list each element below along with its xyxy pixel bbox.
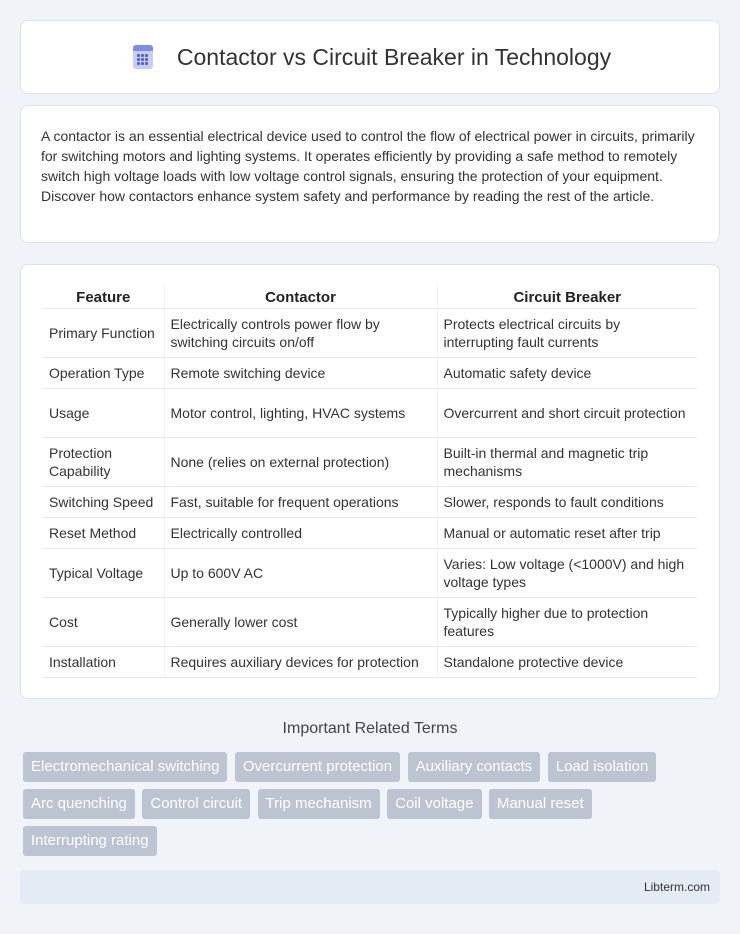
cell-circuit-breaker: Manual or automatic reset after trip (437, 518, 697, 549)
header-circuit-breaker: Circuit Breaker (437, 285, 697, 309)
cell-contactor: Generally lower cost (164, 598, 437, 647)
cell-feature: Usage (43, 389, 164, 438)
cell-circuit-breaker: Varies: Low voltage (<1000V) and high voltage types (437, 549, 697, 598)
page-title (129, 43, 611, 71)
tag-load-isolation[interactable]: Load isolation (548, 752, 657, 782)
footer-brand-link[interactable]: Libterm.com (643, 880, 710, 894)
header-contactor: Contactor (164, 285, 437, 309)
tag-coil-voltage[interactable]: Coil voltage (387, 789, 481, 819)
cell-circuit-breaker: Built-in thermal and magnetic trip mechanisms (437, 438, 697, 487)
cell-feature: Reset Method (43, 518, 164, 549)
cell-circuit-breaker: Standalone protective device (437, 647, 697, 678)
page-title-text: Contactor vs Circuit Breaker in Technology (176, 43, 612, 70)
table-row (43, 487, 697, 518)
table-row (43, 549, 697, 598)
cell-circuit-breaker: Automatic safety device (437, 358, 697, 389)
table-row (43, 389, 697, 438)
footer (20, 870, 720, 904)
cell-contactor: Electrically controlled (164, 518, 437, 549)
cell-contactor: Electrically controls power flow by switching circuits on/off (164, 309, 437, 358)
tag-auxiliary-contacts[interactable]: Auxiliary contacts (408, 752, 541, 782)
cell-feature: Protection Capability (43, 438, 164, 487)
tag-control-circuit[interactable]: Control circuit (142, 789, 250, 819)
cell-feature: Installation (43, 647, 164, 678)
tag-arc-quenching[interactable]: Arc quenching (23, 789, 135, 819)
related-terms-title: Important Related Terms (282, 720, 458, 737)
intro-paragraph: A contactor is an essential electrical device used to control the flow of electrical power in circuits, primarily for switching motors and lighting systems. It operates efficiently by providing a safe method to remotely switch high voltage loads with low voltage control signals, ensuring the protection of your equipment. Discover how contactors enhance system safety and performance by reading the rest of the article. (41, 128, 695, 204)
cell-feature: Operation Type (43, 358, 164, 389)
cell-contactor: Motor control, lighting, HVAC systems (164, 389, 437, 438)
cell-feature: Cost (43, 598, 164, 647)
cell-circuit-breaker: Protects electrical circuits by interrupting fault currents (437, 309, 697, 358)
cell-circuit-breaker: Overcurrent and short circuit protection (437, 389, 697, 438)
table-header-row (43, 285, 697, 309)
table-row (43, 518, 697, 549)
cell-circuit-breaker: Typically higher due to protection features (437, 598, 697, 647)
intro-card (20, 105, 720, 243)
document-icon (129, 43, 157, 71)
tag-trip-mechanism[interactable]: Trip mechanism (258, 789, 380, 819)
cell-feature: Typical Voltage (43, 549, 164, 598)
header-feature: Feature (43, 285, 164, 309)
table-row (43, 598, 697, 647)
tag-interrupting-rating[interactable]: Interrupting rating (23, 826, 157, 856)
cell-contactor: Fast, suitable for frequent operations (164, 487, 437, 518)
title-card (20, 20, 720, 94)
table-row (43, 309, 697, 358)
comparison-card (20, 264, 720, 699)
table-row (43, 438, 697, 487)
cell-contactor: Requires auxiliary devices for protection (164, 647, 437, 678)
tag-manual-reset[interactable]: Manual reset (489, 789, 592, 819)
table-row (43, 647, 697, 678)
tag-overcurrent-protection[interactable]: Overcurrent protection (235, 752, 400, 782)
cell-contactor: None (relies on external protection) (164, 438, 437, 487)
cell-contactor: Remote switching device (164, 358, 437, 389)
comparison-table (43, 285, 697, 678)
cell-circuit-breaker: Slower, responds to fault conditions (437, 487, 697, 518)
cell-feature: Switching Speed (43, 487, 164, 518)
tag-electromechanical-switching[interactable]: Electromechanical switching (23, 752, 227, 782)
related-terms-list (23, 752, 713, 863)
table-row (43, 358, 697, 389)
cell-feature: Primary Function (43, 309, 164, 358)
cell-contactor: Up to 600V AC (164, 549, 437, 598)
